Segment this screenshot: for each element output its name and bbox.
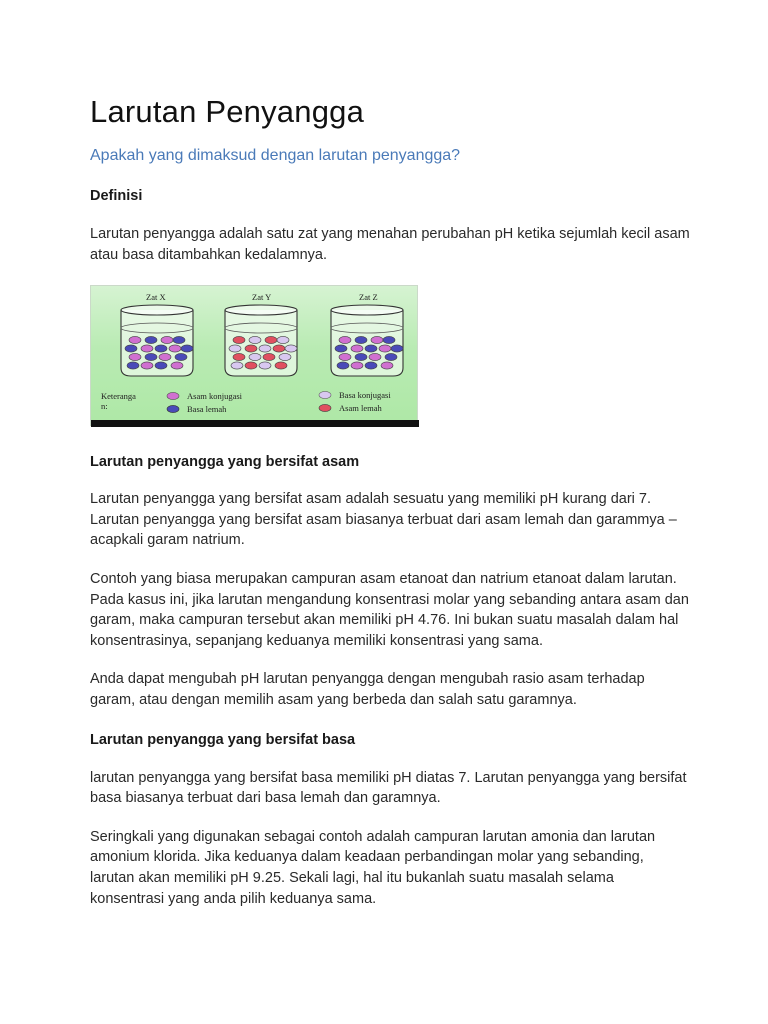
particle-basa-lemah: [337, 362, 349, 369]
particle-basa-konjugasi: [285, 345, 297, 352]
particle-basa-lemah: [175, 354, 187, 361]
basa-heading: Larutan penyangga yang bersifat basa: [90, 731, 356, 748]
particle-basa-lemah: [391, 345, 403, 352]
particle-asam-konjugasi: [371, 337, 383, 344]
particle-basa-lemah: [145, 354, 157, 361]
particle-asam-lemah: [245, 362, 257, 369]
particle-asam-konjugasi: [171, 362, 183, 369]
legend-swatch-asam-lemah: [319, 405, 331, 412]
label-zat-z: Zat Z: [359, 292, 378, 303]
particle-basa-konjugasi: [229, 345, 241, 352]
particle-basa-konjugasi: [277, 337, 289, 344]
particle-asam-konjugasi: [339, 337, 351, 344]
particle-asam-konjugasi: [129, 354, 141, 361]
definisi-heading: Definisi: [90, 188, 143, 204]
legend: [101, 390, 391, 414]
particle-basa-konjugasi: [259, 345, 271, 352]
particle-basa-lemah: [355, 337, 367, 344]
figure-bottom-band: [91, 420, 419, 427]
page-title: Larutan Penyangga: [90, 94, 365, 129]
legend-swatch-basa-lemah: [167, 406, 179, 413]
particle-asam-konjugasi: [141, 345, 153, 352]
definisi-paragraph: Larutan penyangga adalah satu zat yang menahan perubahan pH ketika sejumlah kecil asam atau basa ditambahkan kedalamnya.: [90, 226, 690, 263]
particle-basa-lemah: [155, 345, 167, 352]
particle-asam-konjugasi: [379, 345, 391, 352]
legend-swatch-basa-konjugasi: [319, 392, 331, 399]
particle-asam-lemah: [245, 345, 257, 352]
particle-basa-lemah: [145, 337, 157, 344]
particle-basa-lemah: [383, 337, 395, 344]
particle-asam-lemah: [273, 345, 285, 352]
legend-title-2: n:: [101, 401, 108, 412]
legend-basa-lemah: Basa lemah: [187, 404, 227, 415]
particle-asam-lemah: [263, 354, 275, 361]
basa-paragraph-2: Seringkali yang digunakan sebagai contoh adalah campuran larutan amonia dan larutan amonium klorida. Jika keduanya dalam keadaan perbandingan molar yang sebanding, larutan akan memiliki pH 9.25. Sekali lagi, hal itu bukanlah suatu masalah selama konsentrasi yang anda pilih keduanya sama.: [90, 828, 656, 907]
particle-basa-lemah: [127, 362, 139, 369]
legend-swatch-asam-konjugasi: [167, 393, 179, 400]
asam-heading: Larutan penyangga yang bersifat asam: [90, 454, 360, 471]
document-content: [90, 92, 690, 909]
particle-asam-konjugasi: [141, 362, 153, 369]
particle-basa-konjugasi: [249, 354, 261, 361]
label-zat-x: Zat X: [146, 292, 166, 303]
asam-paragraph-3: Anda dapat mengubah pH larutan penyangga dengan mengubah rasio asam terhadap garam, atau dengan memilih asam yang berbeda dan salah satu garamnya.: [90, 671, 645, 708]
legend-asam-konjugasi: Asam konjugasi: [187, 391, 243, 402]
legend-asam-lemah: Asam lemah: [339, 403, 382, 414]
buffer-illustration: [90, 285, 418, 426]
particle-asam-lemah: [233, 337, 245, 344]
particle-asam-konjugasi: [129, 337, 141, 344]
basa-paragraph-1: larutan penyangga yang bersifat basa memiliki pH diatas 7. Larutan penyangga yang bersifat basa biasanya terbuat dari basa lemah dan garamnya.: [90, 769, 687, 807]
asam-paragraph-2: Contoh yang biasa merupakan campuran asam etanoat dan natrium etanoat dalam larutan. Pada kasus ini, jika larutan mengandung konsentrasi molar yang sebanding antara asam dan garam, maka campuran tersebut akan memiliki pH 4.76. Ini bukan suatu masalah dalam hal konsentrasinya, sepanjang keduanya memiliki konsentrasi yang sama.: [90, 570, 689, 649]
particle-basa-konjugasi: [259, 362, 271, 369]
particle-asam-konjugasi: [161, 337, 173, 344]
particle-basa-konjugasi: [249, 337, 261, 344]
particle-basa-konjugasi: [231, 362, 243, 369]
particle-asam-lemah: [265, 337, 277, 344]
particle-basa-lemah: [173, 337, 185, 344]
particle-asam-lemah: [275, 362, 287, 369]
particle-basa-lemah: [125, 345, 137, 352]
legend-basa-konjugasi: Basa konjugasi: [339, 390, 391, 401]
particle-basa-lemah: [155, 362, 167, 369]
beakers-drawing: [91, 286, 419, 427]
page-subtitle: Apakah yang dimaksud dengan larutan penyangga?: [90, 147, 461, 164]
particle-basa-lemah: [365, 362, 377, 369]
particle-asam-konjugasi: [169, 345, 181, 352]
particle-basa-lemah: [365, 345, 377, 352]
particle-asam-konjugasi: [381, 362, 393, 369]
particle-asam-lemah: [233, 354, 245, 361]
particle-basa-lemah: [181, 345, 193, 352]
particle-asam-konjugasi: [339, 354, 351, 361]
particle-asam-konjugasi: [351, 362, 363, 369]
particle-basa-lemah: [335, 345, 347, 352]
particle-basa-lemah: [385, 354, 397, 361]
legend-title-1: Keteranga: [101, 391, 136, 402]
particle-asam-konjugasi: [369, 354, 381, 361]
label-zat-y: Zat Y: [252, 292, 272, 303]
particle-basa-lemah: [355, 354, 367, 361]
particle-basa-konjugasi: [279, 354, 291, 361]
particle-asam-konjugasi: [159, 354, 171, 361]
asam-paragraph-1: Larutan penyangga yang bersifat asam adalah sesuatu yang memiliki pH kurang dari 7. Larutan penyangga yang bersifat asam biasanya terbuat dari asam lemah dan garammya – acapkali garam natrium.: [90, 491, 677, 549]
particle-asam-konjugasi: [351, 345, 363, 352]
